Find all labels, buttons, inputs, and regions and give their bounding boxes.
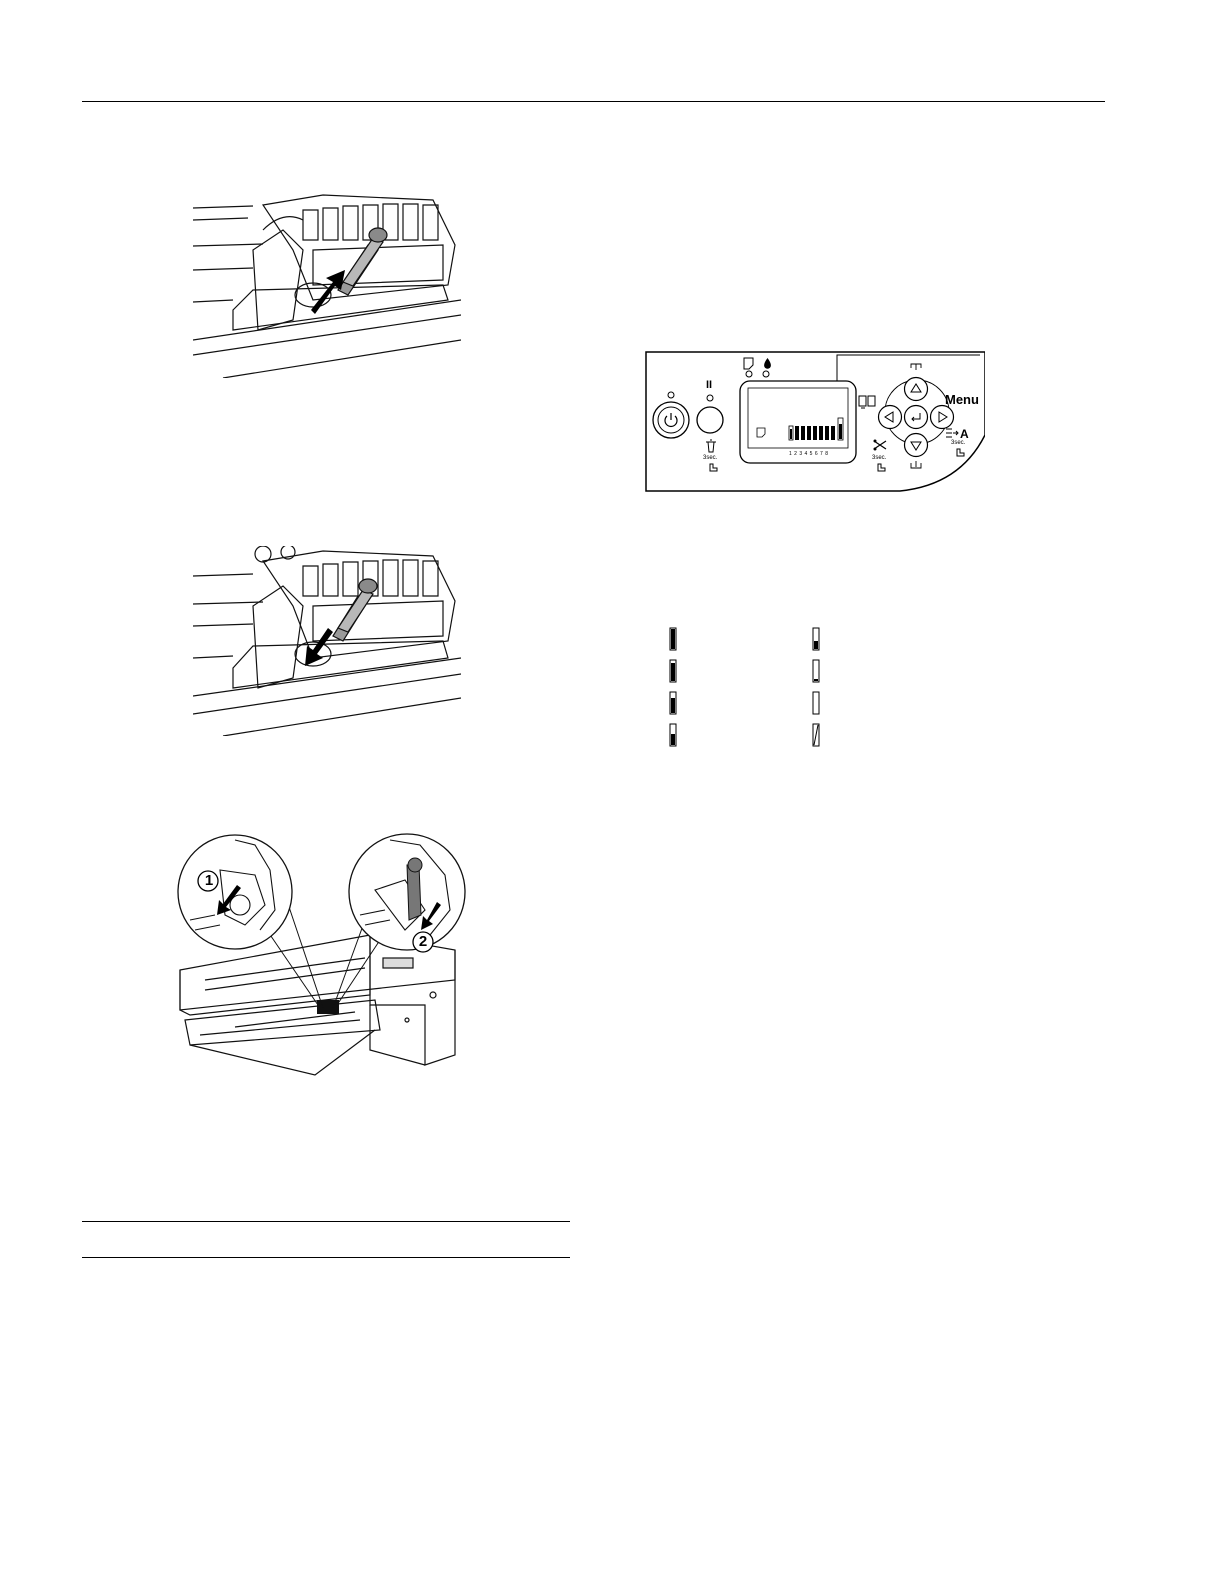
- paper-feed-down-icon: [910, 460, 922, 470]
- paper-icon: [743, 357, 754, 370]
- power-button[interactable]: [651, 400, 691, 440]
- ink-slot-numbers: 1 2 3 4 5 6 7 8: [789, 451, 829, 457]
- power-led: [667, 391, 675, 399]
- ink-status-icon-right-3: [813, 692, 819, 714]
- ink-drop-icon: [762, 357, 773, 370]
- hand-icon: [955, 447, 965, 457]
- ink-led: [762, 370, 770, 378]
- ink-status-icon-left-1: [670, 628, 676, 650]
- paper-led: [745, 370, 753, 378]
- illustration-remove-spring-pin: [193, 546, 461, 736]
- zoom-circle-1: [178, 835, 292, 949]
- callout-number-1: 1: [204, 872, 214, 889]
- section-rule-bottom: [82, 1257, 570, 1258]
- illustration-printer-lever-release: [175, 830, 470, 1080]
- ink-status-icon-left-3: [670, 692, 676, 714]
- clean-sec-label: 3sec.: [951, 440, 966, 446]
- hand-icon: [708, 462, 718, 472]
- left-button[interactable]: [877, 404, 903, 430]
- pause-led: [706, 394, 714, 402]
- section-rule-top: [82, 1221, 570, 1222]
- illustration-install-spring-pin: [193, 190, 461, 378]
- ink-status-icon-right-4: [813, 724, 819, 746]
- head-clean-icon: [944, 426, 974, 440]
- pause-button[interactable]: [695, 405, 725, 435]
- header-rule: [82, 101, 1105, 102]
- ink-status-icon-left-4: [670, 724, 676, 746]
- cut-sec-label: 3sec.: [872, 455, 887, 461]
- ink-status-legend: [665, 626, 825, 751]
- svg-text:A: A: [960, 427, 969, 440]
- paper-feed-up-icon: [911, 364, 921, 370]
- enter-button[interactable]: [903, 404, 929, 430]
- zoom-circle-2: [349, 834, 465, 952]
- ink-status-icon-right-2: [813, 660, 819, 682]
- pause-icon: II: [706, 379, 713, 391]
- ink-status-icon-left-2: [670, 660, 676, 682]
- maintenance-tank-bar: [838, 418, 843, 440]
- pause-sec-label: 3sec.: [703, 455, 718, 461]
- up-button[interactable]: [903, 376, 929, 402]
- callout-number-2: 2: [418, 933, 428, 950]
- printhead-mechanism-drawing: [193, 190, 461, 378]
- trash-icon: [704, 439, 718, 453]
- ink-status-icon-right-1: [813, 628, 819, 650]
- menu-label: Menu: [945, 392, 979, 407]
- power-icon: [651, 400, 691, 440]
- down-button[interactable]: [903, 432, 929, 458]
